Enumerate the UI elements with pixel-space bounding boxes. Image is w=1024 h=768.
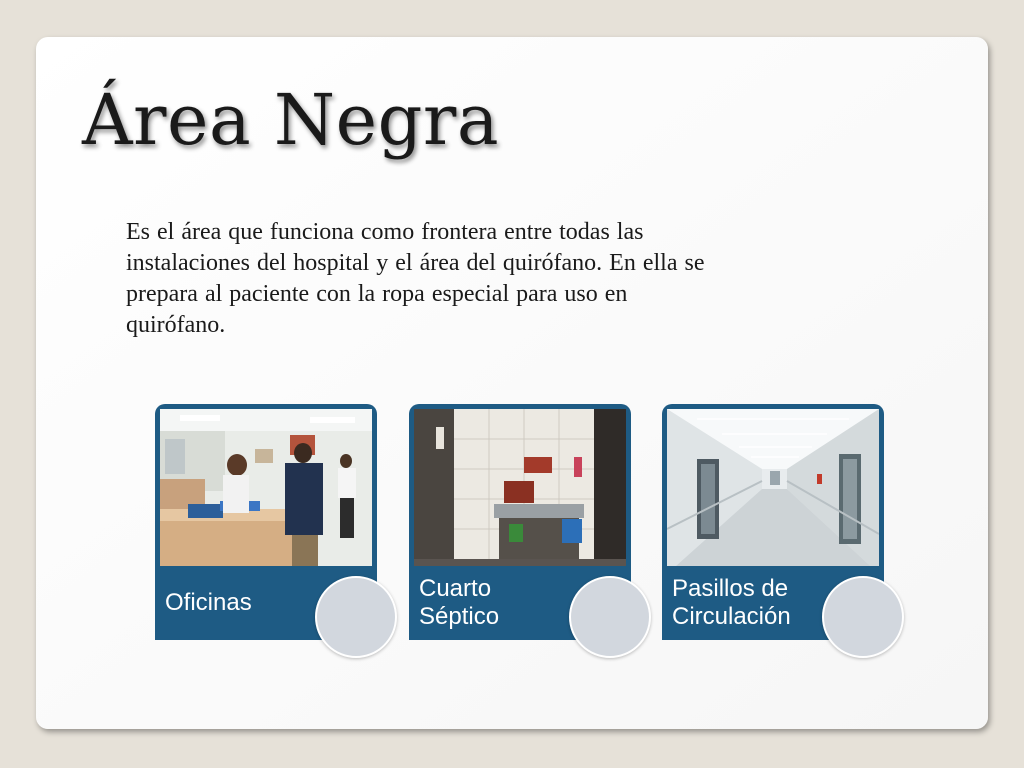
decorative-circle [315, 576, 397, 658]
card-cuarto-septico [409, 404, 631, 640]
body-paragraph: Es el área que funciona como frontera entre todas las instalaciones del hospital y el área del quirófano. En ella se prepara al paciente con la ropa especial para uso en quirófano. [126, 219, 705, 338]
card-label: Pasillos de Circulación [672, 575, 791, 630]
decorative-circle [569, 576, 651, 658]
card-photo-frame [662, 404, 884, 574]
card-oficinas [155, 404, 377, 640]
septic-room-photo [414, 409, 626, 574]
corridor-photo [667, 409, 879, 574]
card-pasillos [662, 404, 884, 640]
card-photo-frame [155, 404, 377, 574]
card-label: Cuarto Séptico [419, 575, 500, 630]
card-label: Oficinas [165, 589, 252, 616]
slide-title: Área Negra [82, 79, 500, 161]
card-photo-frame [409, 404, 631, 574]
office-photo [160, 409, 372, 574]
decorative-circle [822, 576, 904, 658]
slide [36, 37, 988, 729]
